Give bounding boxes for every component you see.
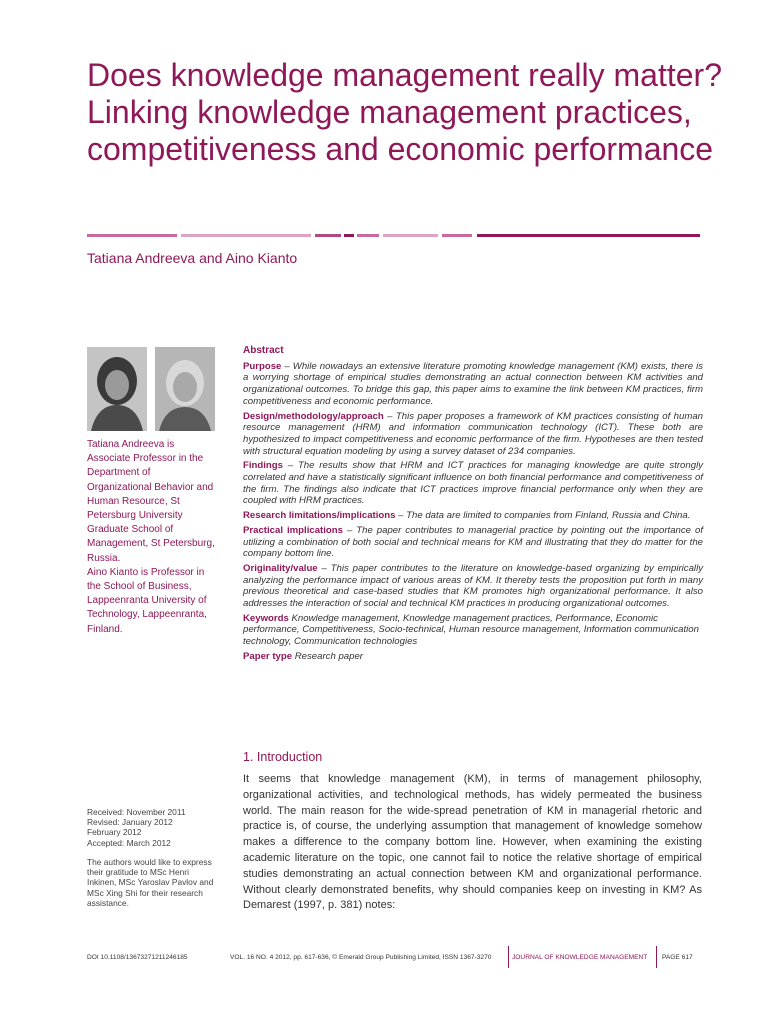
section-heading-introduction: 1. Introduction: [243, 750, 323, 764]
date-received: Received: November 2011: [87, 807, 186, 817]
article-dates: [87, 807, 217, 848]
abstract-purpose: Purpose – While nowadays an extensive literature promoting knowledge management (KM) exists, there is a worrying shortage of empirical studies demonstrating an actual connection between KM activities and organizational outcomes. To bridge this gap, this paper aims to examine the link between KM practices, firm competitiveness and economic performance.: [243, 360, 703, 407]
abstract-practical: Practical implications – The paper contributes to managerial practice by pointing out the importance of utilizing a combination of both social and technical means for KM and illustrating that they do matter for the company bottom line.: [243, 524, 704, 560]
abstract-heading: Abstract: [243, 345, 284, 356]
abstract-design: Design/methodology/approach – This paper proposes a framework of KM practices consisting of human resource management (HRM) and information communication technology (ICT). These both are hypothesized to impact competitiveness and economic performance of the firm. Hypotheses are then tested with structural equation modeling by using a survey dataset of 234 companies.: [243, 410, 703, 457]
authors: Tatiana Andreeva and Aino Kianto: [87, 250, 298, 266]
footer-divider: [508, 946, 509, 968]
bio-andreeva: Tatiana Andreeva is Associate Professor in the Department of Organizational Behavior and Human Resource, St Petersburg University Graduate School of Management, St Petersburg, Russia.: [87, 439, 215, 564]
date-accepted: Accepted: March 2012: [87, 837, 171, 848]
footer-journal: JOURNAL OF KNOWLEDGE MANAGEMENT: [512, 954, 648, 961]
abstract-limitations: Research limitations/implications – The data are limited to companies from Finland, Russia and China.: [243, 510, 691, 522]
abstract: [243, 345, 703, 666]
author-photo-andreeva: [87, 347, 147, 431]
bio-kianto: Aino Kianto is Professor in the School of Business, Lappeenranta University of Technology, Lappeenranta, Finland.: [87, 566, 207, 635]
author-photo-kianto: [155, 347, 215, 431]
abstract-keywords: Keywords Knowledge management, Knowledge management practices, Performance, Economic performance, Competitiveness, Socio-technical, Human resource management, Information communication technology, Communication technologies: [243, 612, 699, 648]
date-revised: Revised: January 2012: [87, 817, 173, 828]
introduction-text: It seems that knowledge management (KM), in terms of management philosophy, organizational activities, and technological methods, has widely permeated the business world. The main reason for the wide-spread penetration of KM in managerial rhetoric and practice is, of course, the underlying assumption that management of knowledge somehow makes a difference to the company bottom line. However, when examining the existing academic literature on the topic, one cannot fail to notice the relative shortage of empirical studies demonstrating an actual connection between KM and organizational performance. Without clearly demonstrated benefits, why should companies keep on investing in KM? As Demarest (1997, p. 381) notes:: [243, 773, 702, 912]
footer-page: PAGE 617: [662, 954, 693, 961]
abstract-findings: Findings – The results show that HRM and ICT practices for managing knowledge are quite strongly correlated and have a statistically significant influence on both financial performance and competitiveness of the firm. The findings also indicate that ICT practices improve financial performance only when they are coupled with HRM practices.: [243, 460, 703, 507]
footer-divider: [656, 946, 657, 968]
abstract-originality: Originality/value – This paper contributes to the literature on knowledge-based organizing by empirically analyzing the performance impact of various areas of KM. It thereby tests the proposition put forth in many previous theoretical and case-based studies that KM promotes high organizational performance. It also addresses the interaction of social and technical KM practices in producing organizational outcomes.: [243, 562, 703, 610]
acknowledgements: The authors would like to express their gratitude to MSc Henri Inkinen, MSc Yaroslav Pavlov and MSc Xing Shi for their research assistance.: [87, 857, 214, 908]
abstract-paper-type: Paper type Research paper: [243, 650, 363, 662]
decorative-divider: [87, 232, 700, 240]
date-revised-2: February 2012: [87, 827, 142, 838]
author-bio: [87, 438, 215, 637]
paper-title: Does knowledge management really matter? Linking knowledge management practices, competitiveness and economic performance: [87, 57, 722, 167]
footer-volume: VOL. 16 NO. 4 2012, pp. 617-636, © Emerald Group Publishing Limited, ISSN 1367-3270: [230, 954, 492, 961]
footer-doi: DOI 10.1108/13673271211246185: [87, 954, 188, 961]
